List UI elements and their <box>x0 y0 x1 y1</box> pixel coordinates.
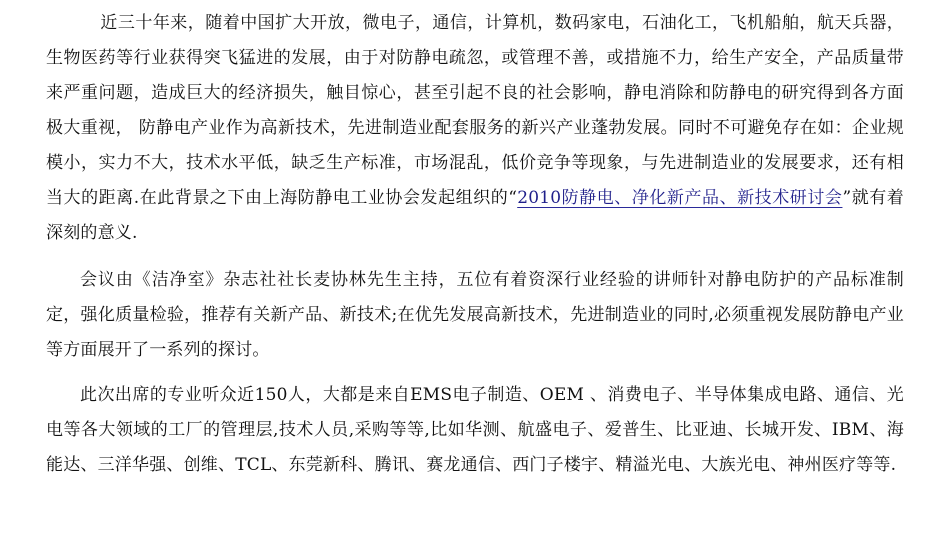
paragraph-intro-tail: ”就有着深刻的意义. <box>46 188 904 243</box>
paragraph-attendees: 此次出席的专业听众近150人，大都是来自EMS电子制造、OEM 、消费电子、半导体集成电路、通信、光电等各大领域的工厂的管理层,技术人员,采购等等,比如华测、航盛电子、爱普生、比亚迪、长城开发、IBM、海能达、三洋华强、创维、TCL、东莞新科、腾讯、赛龙通信、西门子楼宇、精溢光电、大族光电、神州医疗等等. <box>46 385 904 475</box>
article-body <box>46 0 904 483</box>
paragraph-intro <box>46 0 904 251</box>
seminar-link[interactable]: 2010防静电、净化新产品、新技术研讨会 <box>517 188 843 208</box>
paragraph-meeting: 会议由《洁净室》杂志社社长麦协林先生主持，五位有着资深行业经验的讲师针对静电防护的产品标准制定，强化质量检验，推荐有关新产品、新技术;在优先发展高新技术，先进制造业的同时,必须重视发展防静电产业等方面展开了一系列的探讨。 <box>46 270 904 360</box>
paragraph-intro-text: 近三十年来，随着中国扩大开放，微电子，通信，计算机，数码家电，石油化工，飞机船舶，航天兵器，生物医药等行业获得突飞猛进的发展，由于对防静电疏忽，或管理不善，或措施不力，给生产安全，产品质量带来严重问题，造成巨大的经济损失，触目惊心，甚至引起不良的社会影响，静电消除和防静电的研究得到各方面极大重视， 防静电产业作为高新技术，先进制造业配套服务的新兴产业蓬勃发展。同时不可避免存在如：企业规模小，实力不大，技术水平低，缺乏生产标准，市场混乱，低价竞争等现象，与先进制造业的发展要求，还有相当大的距离.在此背景之下由上海防静电工业协会发起组织的“ <box>46 13 904 208</box>
